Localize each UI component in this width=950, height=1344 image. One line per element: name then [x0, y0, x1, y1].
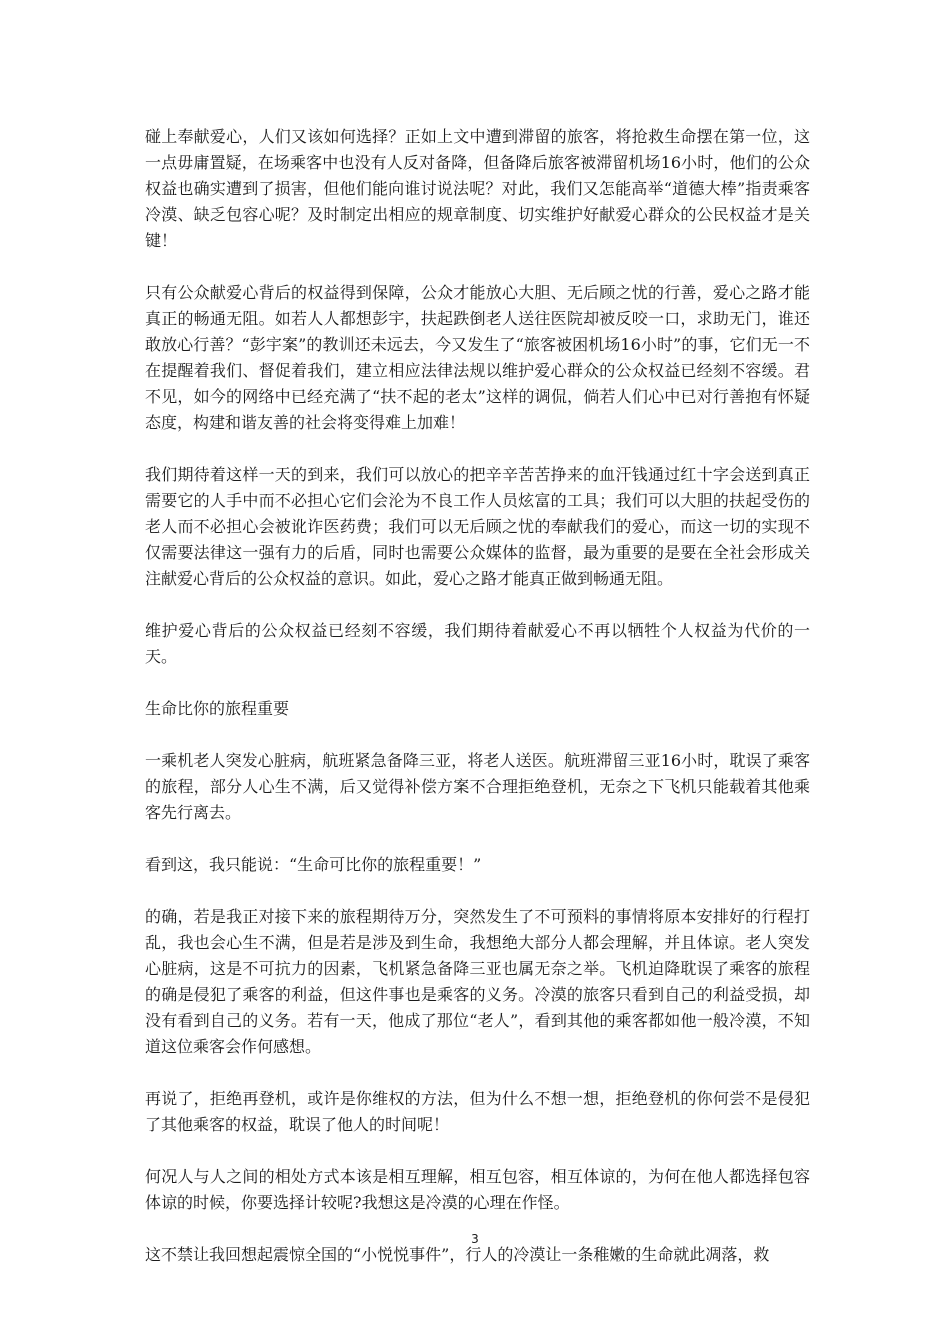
- document-body: [145, 124, 810, 1294]
- paragraph: 维护爱心背后的公众权益已经刻不容缓，我们期待着献爱心不再以牺牲个人权益为代价的一天。: [145, 621, 810, 666]
- paragraph: 再说了，拒绝再登机，或许是你维权的方法，但为什么不想一想，拒绝登机的你何尝不是侵犯了其他乘客的权益，耽误了他人的时间呢！: [145, 1089, 810, 1134]
- paragraph: 一乘机老人突发心脏病，航班紧急备降三亚，将老人送医。航班滞留三亚16小时，耽误了乘客的旅程，部分人心生不满，后又觉得补偿方案不合理拒绝登机，无奈之下飞机只能载着其他乘客先行离去。: [145, 751, 810, 822]
- section-heading: 生命比你的旅程重要: [145, 699, 290, 718]
- paragraph: 这不禁让我回想起震惊全国的“小悦悦事件”，行人的冷漠让一条稚嫩的生命就此凋落，救: [145, 1245, 770, 1264]
- paragraph: 只有公众献爱心背后的权益得到保障，公众才能放心大胆、无后顾之忧的行善，爱心之路才能真正的畅通无阻。如若人人都想彭宇，扶起跌倒老人送往医院却被反咬一口，求助无门，谁还敢放心行善？“彭宇案”的教训还未远去，今又发生了“旅客被困机场16小时”的事，它们无一不在提醒着我们、督促着我们，建立相应法律法规以维护爱心群众的公众权益已经刻不容缓。君不见，如今的网络中已经充满了“扶不起的老太”这样的调侃，倘若人们心中已对行善抱有怀疑态度，构建和谐友善的社会将变得难上加难！: [145, 283, 810, 432]
- page-number: 3: [471, 1232, 479, 1246]
- paragraph: 看到这，我只能说：“生命可比你的旅程重要！”: [145, 855, 482, 874]
- paragraph: 碰上奉献爱心，人们又该如何选择？正如上文中遭到滞留的旅客，将抢救生命摆在第一位，这一点毋庸置疑，在场乘客中也没有人反对备降，但备降后旅客被滞留机场16小时，他们的公众权益也确实遭到了损害，但他们能向谁讨说法呢？对此，我们又怎能高举“道德大棒”指责乘客冷漠、缺乏包容心呢？及时制定出相应的规章制度、切实维护好献爱心群众的公民权益才是关键！: [145, 127, 810, 250]
- paragraph: 我们期待着这样一天的到来，我们可以放心的把辛辛苦苦挣来的血汗钱通过红十字会送到真正需要它的人手中而不必担心它们会沦为不良工作人员炫富的工具；我们可以大胆的扶起受伤的老人而不必担心会被讹诈医药费；我们可以无后顾之忧的奉献我们的爱心，而这一切的实现不仅需要法律这一强有力的后盾，同时也需要公众媒体的监督，最为重要的是要在全社会形成关注献爱心背后的公众权益的意识。如此，爱心之路才能真正做到畅通无阻。: [145, 465, 810, 588]
- paragraph: 的确，若是我正对接下来的旅程期待万分，突然发生了不可预料的事情将原本安排好的行程打乱，我也会心生不满，但是若是涉及到生命，我想绝大部分人都会理解，并且体谅。老人突发心脏病，这是不可抗力的因素，飞机紧急备降三亚也属无奈之举。飞机迫降耽误了乘客的旅程的确是侵犯了乘客的利益，但这件事也是乘客的义务。冷漠的旅客只看到自己的利益受损，却没有看到自己的义务。若有一天，他成了那位“老人”，看到其他的乘客都如他一般冷漠，不知道这位乘客会作何感想。: [145, 907, 810, 1056]
- paragraph: 何况人与人之间的相处方式本该是相互理解，相互包容，相互体谅的，为何在他人都选择包容体谅的时候，你要选择计较呢?我想这是冷漠的心理在作怪。: [145, 1167, 810, 1212]
